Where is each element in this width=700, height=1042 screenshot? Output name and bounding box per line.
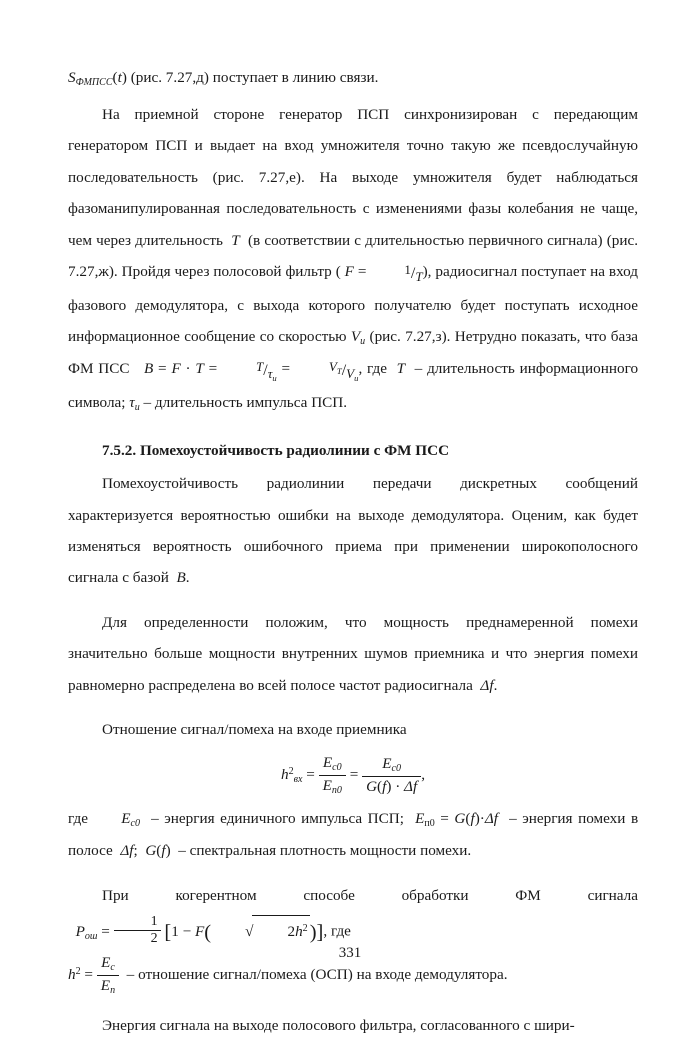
paragraph-7: При когерентном способе обработки ФМ сигнала $P_{ош}$ = $\frac{1}{2}$ [1 − F( √ $2h^2$)], где [75,886,638,946]
formula-signal-to-interference: $h^2_{вх}$ = $\frac{E_{с0}}{E_{п0}}$ = $\frac{E_{с0}}{G(f) \cdot \Delta f}$ , [281,753,425,797]
paragraph-6-text-e: – спектральная плотность мощности помехи. [178,842,472,860]
paragraph-7-text-b: , где [323,922,351,940]
section-heading: 7.5.2. Помехоустойчивость радиолинии с ФМ ПСС [102,441,450,459]
paragraph-5-text: Отношение сигнал/помеха на входе приемника [102,721,407,739]
paragraph-2-text-b: (в соответствии с длительностью первичного сигнала) (рис. 7.27,ж). Пройдя через полосовой фильтр ( [68,231,639,281]
paragraph-6-text-c: – энергия помехи в полосе [68,810,639,860]
paragraph-2-text-f: – длительность информационного символа; [68,360,639,411]
paragraph-3: Помехоустойчивость радиолинии передачи дискретных сообщений характеризуется вероятностью ошибки на выходе демодулятора. Оценим, как будет изменяться вероятность ошибочного приема при применении широкополосного сигнала с базой B. [68,475,638,587]
paragraph-1: $S_{ФМПСС}(t)$ (рис. 7.27,д) поступает в линию связи. [68,69,379,89]
paragraph-4: Для определенности положим, что мощность преднамеренной помехи значительно больше мощности внутренних шумов приемника и что энергия помехи равномерно распределена во всей полосе частот радиосигнала Δf. [68,613,638,694]
paragraph-7-text-c: – отношение сигнал/помеха (ОСП) на входе демодулятора. [126,965,508,983]
page-number: 331 [338,945,362,961]
paragraph-2-text-e: , где [358,360,387,378]
paragraph-2-text-a: На приемной стороне генератор ПСП синхронизирован с передающим генератором ПСП и выдает на вход умножителя точно такую же псевдослучайную последовательность (рис. 7.27,е). На выходе умножителя будет наблюдаться фазоманипулированная последовательность с изменениями фазы колебания не чаще, чем через длительность [68,105,638,249]
paragraph-6-text-d: ; [133,842,138,860]
paragraph-4-text: Для определенности положим, что мощность преднамеренной помехи значительно больше мощности внутренних шумов приемника и что энергия помехи равномерно распределена во всей полосе частот радиосигнала [68,613,638,694]
paragraph-7-text-a: При когерентном способе обработки ФМ сигнала [102,886,638,904]
paragraph-6: где $E_{с0}$ – энергия единичного импульса ПСП; $E_{п0} = G(f)\cdot\Delta f$ – энергия помехи в полосе Δf; G(f) – спектральная плотность мощности помехи. [68,810,639,860]
paragraph-2-text-d: (рис. 7.27,з). Нетрудно показать, что база ФМ ПСС [68,328,638,378]
paragraph-3-text: Помехоустойчивость радиолинии передачи дискретных сообщений характеризуется вероятностью ошибки на выходе демодулятора. Оценим, как будет изменяться вероятность ошибочного приема при применении широкополосного сигнала с базой [68,475,638,587]
paragraph-6-text-b: – энергия единичного импульса ПСП; [151,810,404,828]
paragraph-6-text-a: где [68,810,88,828]
paragraph-2-text-c: ), радиосигнал поступает на вход фазового демодулятора, с выхода которого получателю будет поступать исходное информационное сообщение со скоростью [68,263,638,346]
paragraph-1-text: (рис. 7.27,д) поступает в линию связи. [126,69,379,86]
paragraph-7b: $h^2$ = $\frac{E_с}{E_п}$ – отношение сигнал/помеха (ОСП) на входе демодулятора. [68,953,508,997]
paragraph-5 [68,714,638,745]
paragraph-8: Энергия сигнала на выходе полосового фильтра, согласованного с шири- [102,1017,575,1035]
paragraph-2-text-g: – длительность импульса ПСП. [143,393,348,411]
paragraph-2: На приемной стороне генератор ПСП синхронизирован с передающим генератором ПСП и выдает на вход умножителя точно такую же псевдослучайную последовательность (рис. 7.27,е). На выходе умножителя будет наблюдаться фазоманипулированная последовательность с изменениями фазы колебания не чаще, чем через длительность T (в соответствии с длительностью первичного сигнала) (рис. 7.27,ж). Пройдя через полосовой фильтр ( F = 1/T), радиосигнал поступает на вход фазового демодулятора, с выхода которого получателю будет поступать исходное информационное сообщение со скоростью $V_и$ (рис. 7.27,з). Нетрудно показать, что база ФМ ПСС $B = F \cdot T = T/\tau_и = V_T/V_и$, где T – длительность информационного символа; $\tau_и$ – длительность импульса ПСП. [68,105,639,413]
